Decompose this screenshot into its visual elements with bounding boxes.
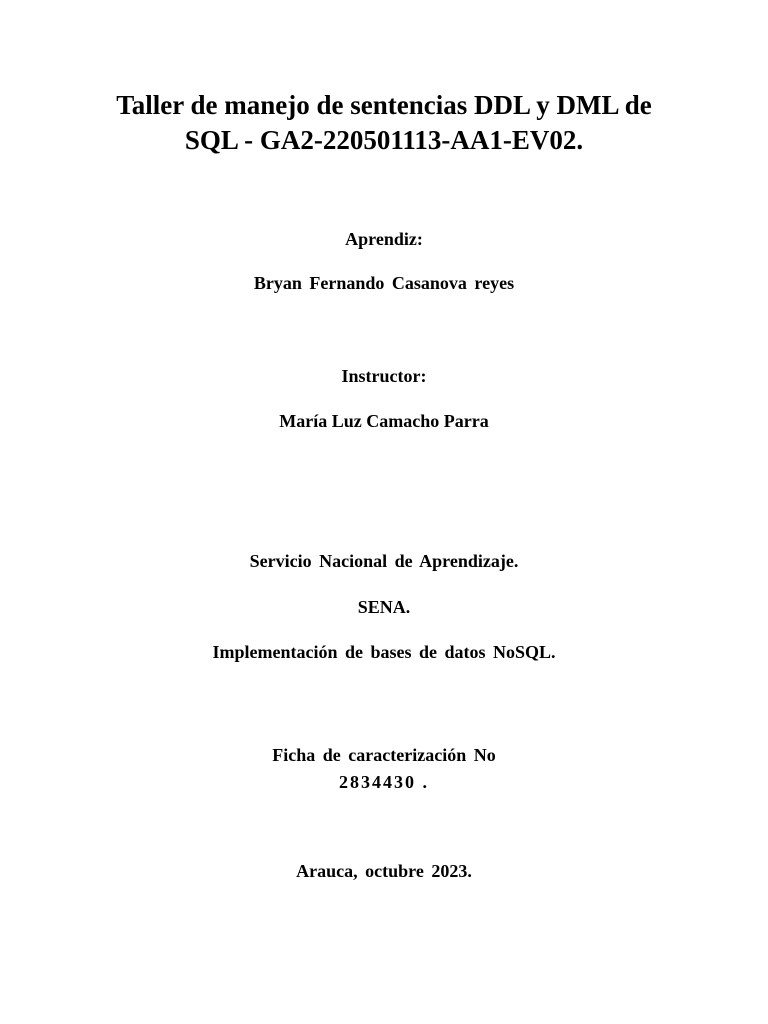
ficha-number: 2834430 . bbox=[339, 772, 429, 792]
apprentice-label: Aprendiz: bbox=[345, 229, 423, 249]
program-name: Implementación de bases de datos NoSQL. bbox=[212, 642, 556, 662]
institution-acronym: SENA. bbox=[357, 597, 411, 617]
ficha-label: Ficha de caracterización No bbox=[272, 745, 496, 765]
document-title-line-1: Taller de manejo de sentencias DDL y DML de bbox=[116, 90, 652, 120]
document-title-line-2: SQL - GA2-220501113-AA1-EV02. bbox=[184, 125, 584, 155]
instructor-label: Instructor: bbox=[341, 366, 427, 386]
apprentice-name: Bryan Fernando Casanova reyes bbox=[253, 273, 515, 293]
place-and-date: Arauca, octubre 2023. bbox=[296, 861, 472, 881]
instructor-name: María Luz Camacho Parra bbox=[279, 411, 489, 431]
institution-name: Servicio Nacional de Aprendizaje. bbox=[249, 551, 519, 571]
